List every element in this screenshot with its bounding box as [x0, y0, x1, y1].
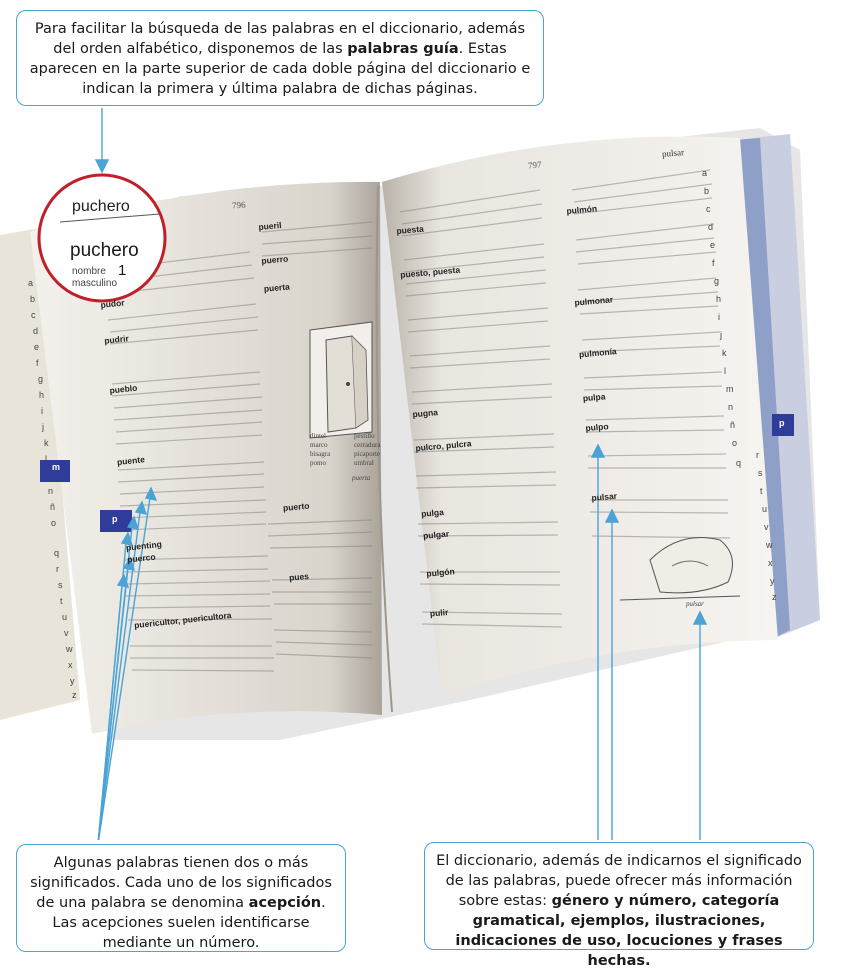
entry-pulir: pulir: [429, 606, 449, 619]
thumb-left-v: v: [64, 628, 69, 638]
callout-left-bold: acepción: [248, 895, 322, 911]
entry-pulpa: pulpa: [582, 391, 606, 404]
thumb-left-c: c: [31, 310, 36, 320]
thumb-left-q: q: [54, 548, 60, 558]
callout-top-text-1: Para facilitar la búsqueda de las palabras en el diccionario, además del orden alfabético, disponemos de las: [34, 21, 526, 57]
door-labels: [310, 432, 398, 467]
thumb-left-o: o: [51, 518, 57, 528]
thumb-right-w: w: [766, 540, 773, 550]
thumb-left-a: a: [28, 278, 34, 288]
thumb-right-h: h: [716, 294, 722, 304]
thumb-right-u: u: [762, 504, 768, 514]
entry-puente: puente: [116, 454, 146, 468]
door-label-1: dintel: [310, 432, 326, 440]
thumb-left-s: s: [58, 580, 63, 590]
thumb-right-v: v: [764, 522, 769, 532]
callout-extra-info: [424, 842, 814, 969]
thumb-right-n: n: [728, 402, 734, 412]
thumb-left-e: e: [34, 342, 40, 352]
thumb-left-j: j: [42, 422, 44, 432]
callout-guide-words: [16, 10, 544, 106]
thumb-right-q: q: [736, 458, 742, 468]
entry-pueblo: pueblo: [108, 382, 138, 396]
door-label-5: cerradura: [354, 441, 381, 449]
right-guide-word: pulsar: [661, 147, 685, 159]
thumb-right-o: o: [732, 438, 738, 448]
thumb-left-m: m: [52, 462, 61, 472]
thumb-right-i: i: [718, 312, 720, 322]
entry-pulga: pulga: [420, 506, 445, 519]
entry-pugna: pugna: [412, 407, 439, 420]
entry-puenting: puenting: [125, 538, 163, 553]
entry-pulgon: pulgón: [425, 566, 456, 579]
thumb-right-d: d: [708, 222, 714, 232]
thumb-left-r: r: [56, 564, 59, 574]
thumb-left-x: x: [68, 660, 73, 670]
magnifier-acception-number: 1: [118, 262, 127, 279]
thumb-left-l: l: [45, 454, 47, 464]
door-label-6: picaporte: [354, 450, 381, 458]
thumb-left-b: b: [30, 294, 36, 304]
figure-caption-pulsar: pulsar: [686, 600, 704, 608]
thumb-right-b: b: [704, 186, 710, 196]
thumb-left-p: p: [112, 514, 118, 524]
entry-puerta: puerta: [263, 281, 291, 294]
thumb-right-x: x: [768, 558, 773, 568]
entry-puesta: puesta: [396, 223, 425, 236]
thumb-left-n: n: [48, 486, 54, 496]
thumb-left-nn: ñ: [50, 502, 56, 512]
entry-pulmonia: pulmonía: [578, 346, 618, 360]
thumb-right-z: z: [772, 592, 777, 602]
entry-puerco: puerco: [126, 551, 156, 565]
thumb-right-c: c: [706, 204, 711, 214]
thumb-left-d: d: [33, 326, 39, 336]
thumb-left-g: g: [38, 374, 44, 384]
callout-top-bold: palabras guía: [347, 41, 459, 57]
entry-pueril: pueril: [258, 219, 282, 232]
thumb-right-nn: ñ: [730, 420, 736, 430]
entry-pulmonar: pulmonar: [574, 294, 614, 308]
thumb-left-z: z: [72, 690, 77, 700]
callout-left-text-2: . Las acepciones suelen identificarse mediante un número.: [52, 895, 326, 951]
entry-pulcro: pulcro, pulcra: [414, 438, 472, 454]
thumb-right-r: r: [756, 450, 759, 460]
thumb-right-g: g: [714, 276, 720, 286]
left-page-number: 796: [231, 199, 246, 211]
thumb-right-a: a: [702, 168, 708, 178]
right-page-number: 797: [527, 159, 542, 171]
callout-left-text-1: Algunas palabras tienen dos o más significados. Cada uno de los significados de una palabra se denomina: [30, 855, 332, 911]
thumb-left-u: u: [62, 612, 68, 622]
entry-puerro: puerro: [260, 253, 289, 266]
entry-pulgar: pulgar: [422, 528, 450, 541]
thumb-right-y: y: [770, 576, 775, 586]
thumb-left-i: i: [41, 406, 43, 416]
thumb-right-f: f: [712, 258, 715, 268]
door-label-3: bisagra: [310, 450, 331, 458]
thumb-right-l: l: [724, 366, 726, 376]
door-label-8: umbral: [354, 459, 374, 467]
thumb-left-k: k: [44, 438, 49, 448]
callout-acepcion: [16, 844, 346, 952]
magnifier-gender-line1: nombre: [72, 266, 106, 277]
callout-right-bold: género y número, categoría gramatical, ejemplos, ilustraciones, indicaciones de uso, locuciones y frases hechas.: [455, 893, 783, 969]
callout-top-text-2: . Estas aparecen en la parte superior de cada doble página del diccionario e indican la primera y última palabra de dichas páginas.: [29, 41, 531, 97]
door-label-4: pestillo: [354, 432, 375, 440]
entry-pulpo: pulpo: [584, 421, 609, 434]
door-illustration: [310, 322, 372, 438]
thumb-right-m: m: [726, 384, 734, 394]
entry-pulsar: pulsar: [591, 490, 618, 503]
thumb-right-p: p: [779, 418, 785, 428]
thumb-left-f: f: [36, 358, 39, 368]
thumb-right-t: t: [760, 486, 763, 496]
entry-puerto: puerto: [282, 500, 310, 513]
thumb-left-t: t: [60, 596, 63, 606]
thumb-index-letters-right: [700, 168, 800, 608]
door-label-7: pomo: [310, 459, 326, 467]
entry-pulmon: pulmón: [566, 203, 598, 216]
magnifier-gender-line2: masculino: [72, 278, 118, 289]
thumb-left-y: y: [70, 676, 75, 686]
callout-right-text-1: El diccionario, además de indicarnos el significado de las palabras, puede ofrecer más información sobre estas:: [436, 853, 802, 909]
entry-pudrir: pudrir: [103, 333, 130, 346]
entry-pudor: pudor: [100, 297, 125, 310]
thumb-right-k: k: [722, 348, 727, 358]
figure-caption-puerta: puerta: [352, 474, 371, 482]
thumb-left-w: w: [66, 644, 73, 654]
entry-puesto: puesto, puesta: [399, 264, 461, 280]
thumb-right-j: j: [720, 330, 722, 340]
door-label-2: marco: [310, 441, 328, 449]
thumb-right-s: s: [758, 468, 763, 478]
entry-pues: pues: [288, 570, 310, 583]
thumb-right-e: e: [710, 240, 716, 250]
magnifier-entry-word: puchero: [70, 240, 139, 261]
thumb-left-h: h: [39, 390, 45, 400]
entry-puericultor: puericultor, puericultora: [133, 610, 232, 631]
magnifier-guide-word: puchero: [72, 198, 130, 215]
